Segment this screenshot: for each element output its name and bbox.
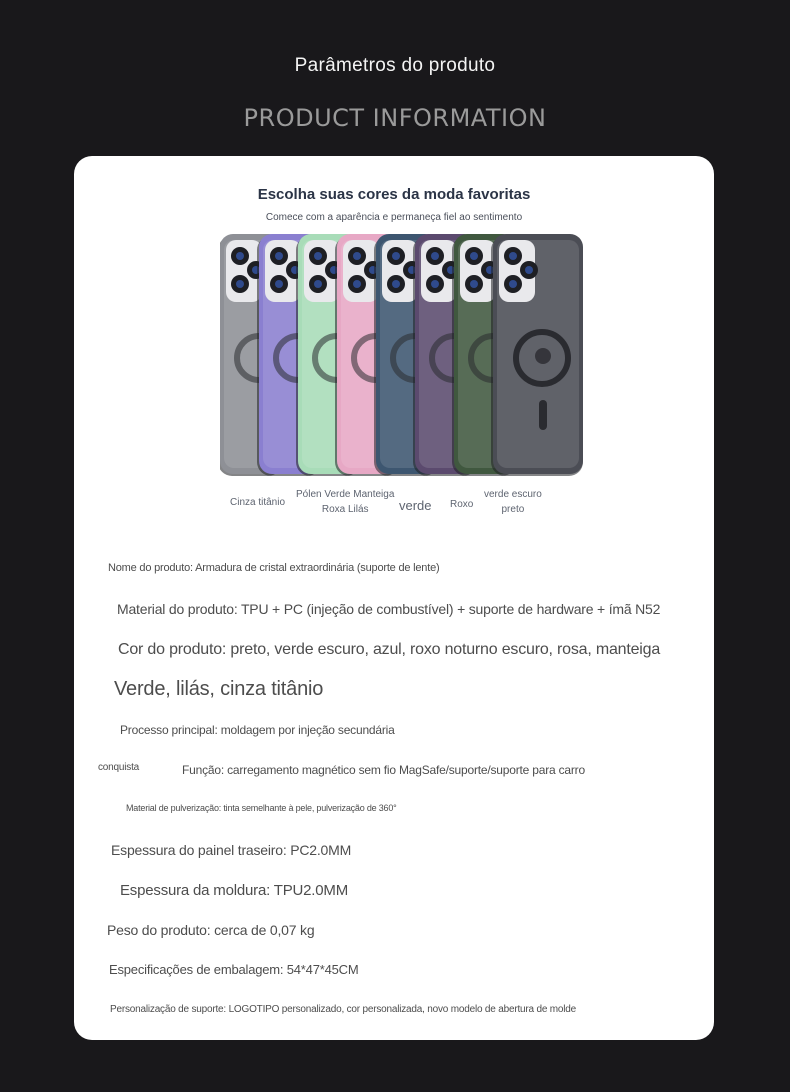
camera-lens-glass: [509, 252, 517, 260]
camera-lens-glass: [275, 252, 283, 260]
camera-lens-glass: [470, 280, 478, 288]
camera-lens-glass: [314, 252, 322, 260]
color-caption-escuro-line1: verde escuro: [484, 489, 542, 500]
camera-lens-glass: [236, 280, 244, 288]
color-caption-polen: [296, 487, 394, 517]
spec-function: Função: carregamento magnético sem fio MagSafe/suporte/suporte para carro: [182, 763, 585, 777]
camera-lens-glass: [353, 280, 361, 288]
color-caption-polen-line2: Roxa Lilás: [321, 504, 369, 515]
color-caption-roxo: Roxo: [450, 499, 474, 510]
color-caption-polen-line1: Pólen Verde Manteiga: [296, 489, 395, 500]
magsafe-tail-icon: [539, 400, 547, 430]
promo-heading: Escolha suas cores da moda favoritas: [257, 186, 531, 203]
phone-cases-image: [220, 234, 584, 482]
camera-lens-glass: [236, 252, 244, 260]
promo-subheading: Comece com a aparência e permaneça fiel ao sentimento: [265, 212, 523, 223]
product-info-card: [74, 156, 714, 1040]
camera-lens-glass: [470, 252, 478, 260]
spec-material: Material do produto: TPU + PC (injeção de combustível) + suporte de hardware + ímã N52: [117, 601, 661, 617]
spec-customization: Personalização de suporte: LOGOTIPO personalizado, cor personalizada, novo modelo de abertura de molde: [110, 1004, 576, 1015]
spec-conquista: conquista: [98, 762, 140, 773]
page-title: Parâmetros do produto: [294, 55, 496, 76]
spec-frame-thickness: Espessura da moldura: TPU2.0MM: [120, 882, 348, 899]
spec-packaging: Especificações de embalagem: 54*47*45CM: [109, 962, 359, 977]
spec-color-line1: Cor do produto: preto, verde escuro, azul, roxo noturno escuro, rosa, manteiga: [118, 641, 661, 658]
camera-lens-glass: [392, 280, 400, 288]
camera-lens-glass: [353, 252, 361, 260]
apple-logo-icon: [535, 348, 551, 364]
color-caption-escuro-line2: preto: [501, 504, 525, 515]
color-caption-cinza: Cinza titânio: [230, 497, 286, 508]
spec-color-line2: Verde, lilás, cinza titânio: [114, 678, 324, 700]
spec-spray: Material de pulverização: tinta semelhante à pele, pulverização de 360°: [126, 803, 397, 813]
spec-weight: Peso do produto: cerca de 0,07 kg: [107, 922, 315, 938]
camera-lens-glass: [525, 266, 533, 274]
camera-lens-glass: [431, 280, 439, 288]
camera-lens-glass: [392, 252, 400, 260]
spec-process: Processo principal: moldagem por injeção secundária: [120, 723, 395, 737]
spec-product-name: Nome do produto: Armadura de cristal extraordinária (suporte de lente): [108, 562, 440, 574]
camera-lens-glass: [314, 280, 322, 288]
camera-lens-glass: [509, 280, 517, 288]
color-caption-verde: verde: [399, 498, 432, 513]
camera-lens-glass: [275, 280, 283, 288]
page-subtitle: PRODUCT INFORMATION: [243, 104, 547, 132]
spec-back-thickness: Espessura do painel traseiro: PC2.0MM: [111, 842, 352, 858]
camera-lens-glass: [431, 252, 439, 260]
phone-case-preto: [491, 234, 583, 476]
color-caption-escuro: [484, 487, 542, 517]
